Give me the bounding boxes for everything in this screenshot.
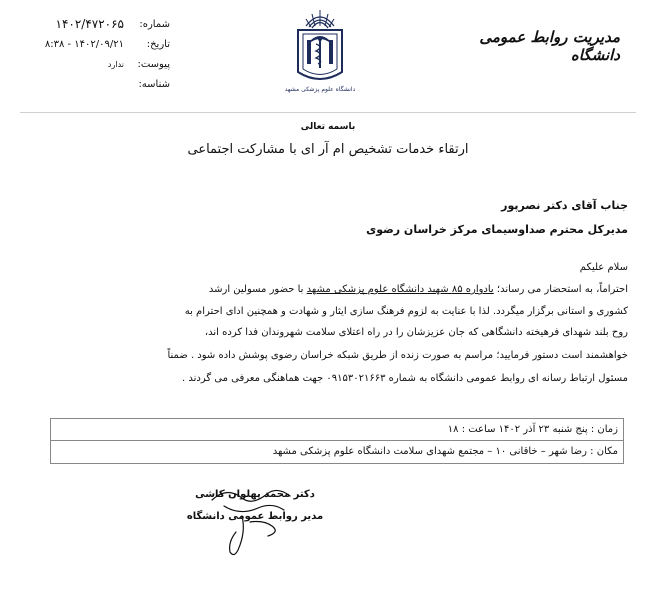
university-logo (284, 6, 356, 94)
number-value: ۱۴۰۲/۴۷۲۰۶۵ (55, 17, 124, 31)
info-divider (51, 440, 623, 441)
event-name: یادواره ۸۵ شهید دانشگاه علوم پزشکی مشهد (306, 284, 494, 295)
handwritten-signature (172, 476, 342, 560)
body-line-1 (28, 284, 628, 295)
id-label: شناسه: (138, 78, 170, 90)
date-value: ۱۴۰۲/۰۹/۲۱ - ۸:۳۸ (44, 38, 124, 50)
event-place: مکان : رضا شهر – خاقانی ۱۰ – مجتمع شهدای سلامت دانشگاه علوم پزشکی مشهد (272, 446, 618, 457)
signatory-title: مدیر روابط عمومی دانشگاه (186, 511, 324, 522)
meta-number-row (40, 14, 170, 34)
letter-subject: ارتقاء خدمات تشخیص ام آر ای با مشارکت اجتماعی (187, 142, 469, 157)
header-divider (20, 112, 636, 113)
body-line-5: مسئول ارتباط رسانه ای روابط عمومی دانشگاه به شماره ۰۹۱۵۳۰۲۱۶۶۳ جهت هماهنگی معرفی می گردند . (181, 373, 628, 384)
meta-id-row (40, 74, 170, 94)
meta-attach-row (40, 54, 170, 74)
body-line-4: خواهشمند است دستور فرمایید؛ مراسم به صورت زنده از طریق شبکه خراسان رضوی پوشش داده شود . ضمناً (167, 350, 628, 361)
letter-meta (40, 14, 170, 94)
meta-date-row (40, 34, 170, 54)
body-line-2: کشوری و استانی برگزار میگردد. لذا با عنایت به لزوم فرهنگ سازی ایثار و شهادت و همچنین ادای احترام به (184, 306, 628, 317)
logo-caption: دانشگاه علوم پزشکی مشهد (284, 86, 356, 93)
attach-label: پیوست: (137, 58, 170, 70)
event-time: زمان : پنج شنبه ۲۳ آذر ۱۴۰۲ ساعت : ۱۸ (447, 424, 618, 435)
org-name: مدیریت روابط عمومی دانشگاه (479, 28, 620, 64)
addressee-name: جناب آقای دکتر نصرپور (501, 199, 628, 212)
addressee-title: مدیرکل محترم صداوسیمای مرکز خراسان رضوی (366, 223, 628, 236)
number-label: شماره: (139, 18, 170, 30)
body-line-1-start: احتراماً، به استحضار می رساند؛ (493, 284, 628, 295)
attach-value: ندارد (107, 59, 124, 69)
date-label: تاریخ: (146, 38, 170, 50)
greeting: سلام علیکم (579, 262, 628, 273)
signatory-name: دکتر محمد پهلوان کاشی (195, 489, 315, 500)
body-line-3: روح بلند شهدای فرهیخته دانشگاهی که جان عزیزشان را در راه اعتلای سلامت شهروندان فدا کرده اند، (204, 327, 628, 338)
invocation: باسمه تعالی (300, 122, 356, 132)
body-line-1-end: با حضور مسولین ارشد (208, 284, 307, 295)
